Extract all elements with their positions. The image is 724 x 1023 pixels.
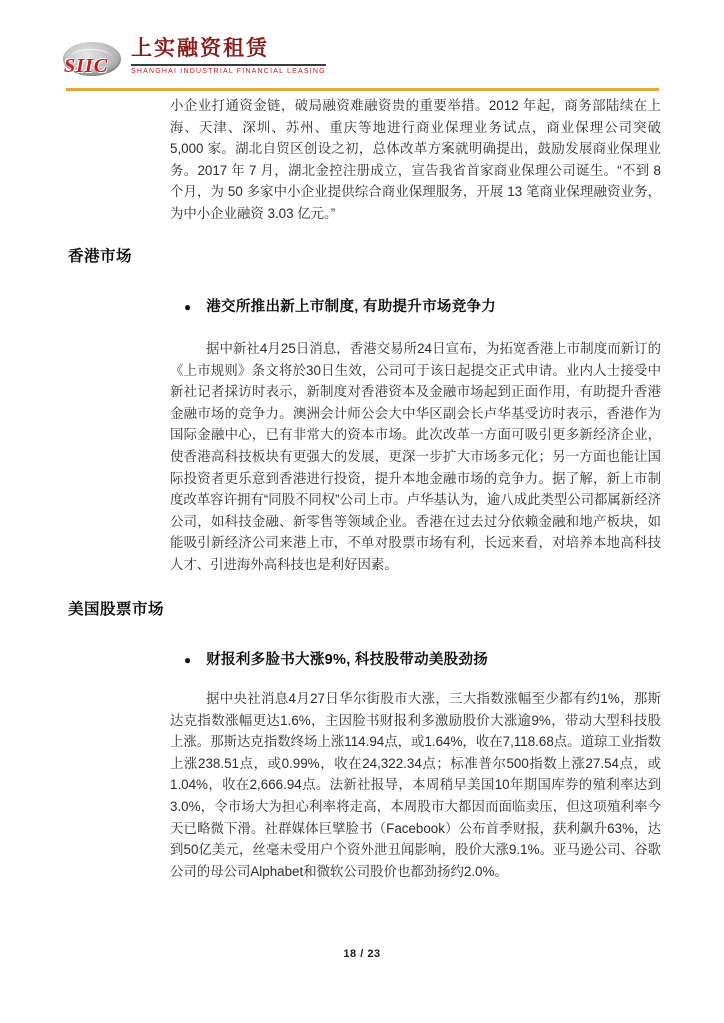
section-paragraph-hk: 据中新社4月25日消息，香港交易所24日宣布，为拓宽香港上市制度而新订的《上市规则》条文将於30日生效，公司可于该日起提交正式申请。业内人士接受中新社记者採访时表示，新制度对香港资本及金融市场起到正面作用，有助提升香港金融市场的竞争力。澳洲会计师公会大中华区副会长卢华基受访时表示，香港作为国际金融中心，已有非常大的资本市场。此次改革一方面可吸引更多新经济企业，使香港高科技板块有更强大的发展，更深一步扩大市场多元化；另一方面也能让国际投资者更乐意到香港进行投资，提升本地金融市场的竞争力。据了解，新上市制度改革容许拥有“同股不同权”公司上市。卢华基认为，逾八成此类型公司都属新经济公司，如科技金融、新零售等领域企业。香港在过去过分依赖金融和地产板块，如能吸引新经济公司来港上市，不单对股票市场有利，长远来看，对培养本地高科技人才、引进海外高科技也是利好因素。 [170, 341, 661, 572]
bullet-icon: ● [184, 653, 192, 667]
bullet-title-us: 财报利多脸书大涨9%, 科技股带动美股劲扬 [206, 652, 489, 668]
intro-paragraph: 小企业打通资金链，破局融资难融资贵的重要举措。2012 年起，商务部陆续在上海、天津、深圳、苏州、重庆等地进行商业保理业务试点，商业保理公司突破 5,000 家。湖北自贸区创设之初，总体改革方案就明确提出，鼓励发展商业保理业务。2017 年 7 月，湖北金控注册成立，宣告我省首家商业保理公司诞生。“不到 8 个月，为 50 多家中小企业提供综合商业保理服务，开展 13 笔商业保理融资业务，为中小企业融资 3.03 亿元。” [170, 98, 661, 221]
section-heading-hong-kong-market: 香港市场 [68, 248, 133, 265]
company-name-en: SHANGHAI INDUSTRIAL FINANCIAL LEASING [131, 68, 326, 75]
siic-globe-icon [63, 42, 121, 76]
bullet-icon: ● [184, 300, 192, 314]
page-number: 18 / 23 [343, 948, 381, 960]
page-header [0, 0, 724, 92]
section-paragraph-us: 据中央社消息4月27日华尔街股市大涨，三大指数涨幅至少都有约1%，那斯达克指数涨幅更达1.6%，主因脸书财报利多激励股价大涨逾9%，带动大型科技股上涨。那斯达克指数终场上涨114.94点，或1.64%，收在7,118.68点。道琼工业指数上涨238.51点，或0.99%，收在24,322.34点；标准普尔500指数上涨27.54点，或1.04%，收在2,666.94点。法新社报导，本周稍早美国10年期国库券的殖利率达到3.0%，令市场大为担心利率将走高，本周股市大都因而面临卖压，但这项殖利率今天已略微下滑。社群媒体巨擘脸书（Facebook）公布首季财报，获利飙升63%，达到50亿美元，丝毫未受用户个资外泄丑闻影响，股价大涨9.1%。亚马逊公司、谷歌公司的母公司Alphabet和微软公司股价也都劲扬约2.0%。 [170, 691, 661, 879]
bullet-heading-hk [184, 298, 496, 316]
section-heading-us-stock-market: 美国股票市场 [68, 601, 165, 618]
company-name-cn: 上实融资租赁 [131, 36, 326, 66]
header-divider-rule [66, 88, 659, 91]
bullet-heading-us [184, 651, 488, 669]
company-names [131, 36, 326, 75]
company-logo [63, 36, 326, 76]
bullet-title-hk: 港交所推出新上市制度, 有助提升市场竞争力 [206, 299, 497, 315]
siic-logo-text: SIIC [64, 55, 109, 77]
page-footer [0, 944, 724, 962]
